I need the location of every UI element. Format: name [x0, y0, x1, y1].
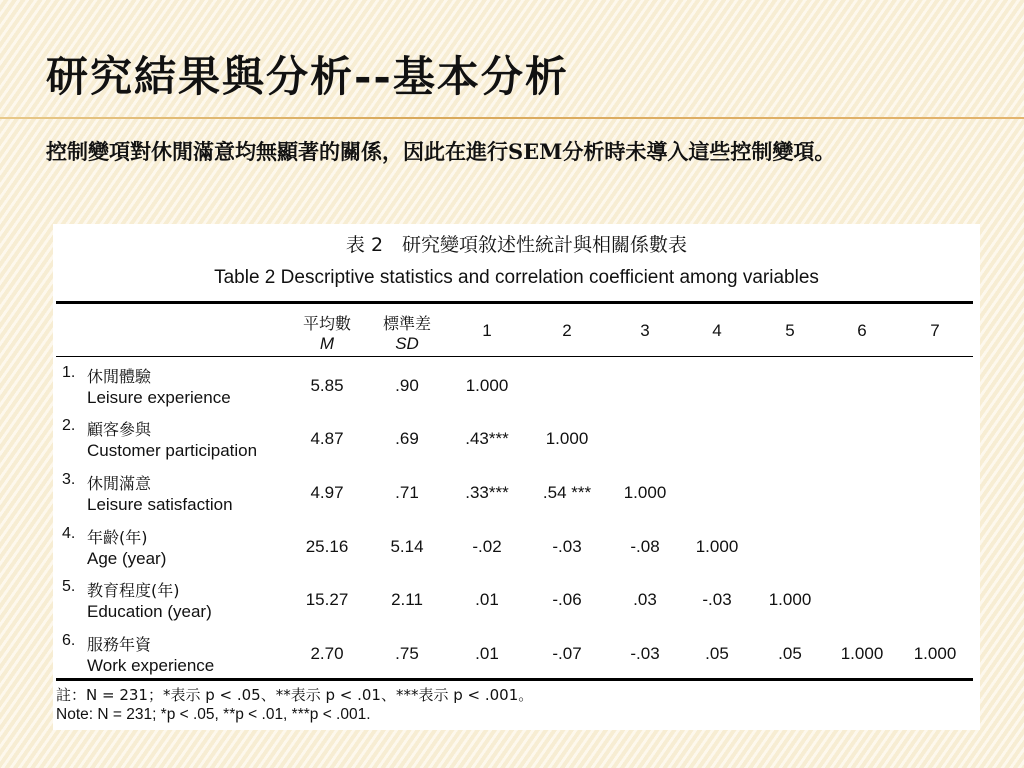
header-col-1: 1	[482, 321, 492, 340]
title-divider	[0, 117, 1024, 119]
cell-corr: 1.000	[913, 644, 957, 663]
row-label-en: Leisure satisfaction	[87, 495, 233, 514]
cell-sd: .90	[395, 376, 419, 395]
row-label-en: Age (year)	[87, 549, 167, 568]
row-number: 6.	[62, 632, 76, 649]
cell-corr: 1.000	[545, 429, 589, 448]
table-note-zh: 註：N = 231；*表示 p < .05、**表示 p < .01、***表示 p < .001。	[56, 686, 534, 704]
table-header-rule	[56, 356, 973, 357]
cell-mean: 25.16	[305, 537, 349, 556]
row-label-en: Work experience	[87, 656, 215, 675]
cell-sd: 2.11	[391, 590, 423, 609]
header-col-2: 2	[562, 321, 572, 340]
row-number: 5.	[62, 578, 76, 595]
table-caption-en: Table 2 Descriptive statistics and correlation coefficient among variables	[214, 267, 819, 288]
row-label-zh: 顧客參與	[87, 420, 152, 439]
statistics-table-image	[53, 224, 980, 730]
header-mean-zh: 平均數	[302, 314, 352, 333]
cell-corr: .43***	[465, 429, 509, 448]
header-col-6: 6	[857, 321, 867, 340]
cell-corr: .05	[778, 644, 802, 663]
slide-title: 研究結果與分析--基本分析	[46, 52, 569, 101]
row-number: 4.	[62, 525, 76, 542]
cell-corr: -.07	[552, 644, 582, 663]
cell-corr: 1.000	[768, 590, 812, 609]
cell-corr: 1.000	[840, 644, 884, 663]
row-number: 2.	[62, 417, 76, 434]
cell-corr: .01	[475, 644, 499, 663]
cell-sd: .75	[395, 644, 419, 663]
row-label-en: Leisure experience	[87, 388, 231, 407]
row-label-zh: 休閒體驗	[87, 367, 152, 386]
row-label-zh: 年齡(年)	[87, 528, 148, 547]
table-top-rule	[56, 301, 973, 304]
header-col-7: 7	[930, 321, 940, 340]
row-label-zh: 教育程度(年)	[87, 581, 180, 600]
cell-mean: 4.97	[310, 483, 344, 502]
cell-corr: .05	[705, 644, 729, 663]
table-note-en: Note: N = 231; *p < .05, **p < .01, ***p < .001.	[56, 706, 371, 723]
cell-corr: -.06	[552, 590, 582, 609]
cell-corr: -.02	[472, 537, 502, 556]
header-col-3: 3	[640, 321, 650, 340]
cell-corr: 1.000	[695, 537, 739, 556]
cell-corr: 1.000	[623, 483, 667, 502]
cell-sd: .69	[395, 429, 419, 448]
row-label-en: Education (year)	[87, 602, 212, 621]
cell-corr: .03	[633, 590, 657, 609]
cell-mean: 5.85	[310, 376, 344, 395]
cell-corr: .01	[475, 590, 499, 609]
cell-corr: -.03	[702, 590, 732, 609]
slide-subtitle: 控制變項對休閒滿意均無顯著的關係，因此在進行SEM分析時未導入這些控制變項。	[46, 139, 836, 164]
row-number: 3.	[62, 471, 76, 488]
cell-corr: -.08	[630, 537, 660, 556]
row-label-zh: 服務年資	[87, 635, 152, 654]
header-sd-zh: 標準差	[382, 314, 432, 333]
row-label-en: Customer participation	[87, 441, 258, 460]
header-col-5: 5	[785, 321, 795, 340]
cell-sd: .71	[395, 483, 419, 502]
cell-corr: 1.000	[465, 376, 509, 395]
cell-corr: .33***	[465, 483, 509, 502]
cell-corr: .54 ***	[542, 483, 592, 502]
cell-sd: 5.14	[390, 537, 424, 556]
cell-mean: 2.70	[310, 644, 344, 663]
row-number: 1.	[62, 364, 76, 381]
cell-mean: 4.87	[310, 429, 344, 448]
header-mean-en: M	[319, 334, 335, 353]
cell-corr: -.03	[552, 537, 582, 556]
table-caption-zh: 表 2 研究變項敘述性統計與相關係數表	[345, 234, 688, 256]
cell-corr: -.03	[630, 644, 660, 663]
header-sd-en: SD	[395, 334, 419, 353]
table-bottom-rule	[56, 678, 973, 681]
header-col-4: 4	[712, 321, 722, 340]
cell-mean: 15.27	[305, 590, 349, 609]
row-label-zh: 休閒滿意	[87, 474, 152, 493]
